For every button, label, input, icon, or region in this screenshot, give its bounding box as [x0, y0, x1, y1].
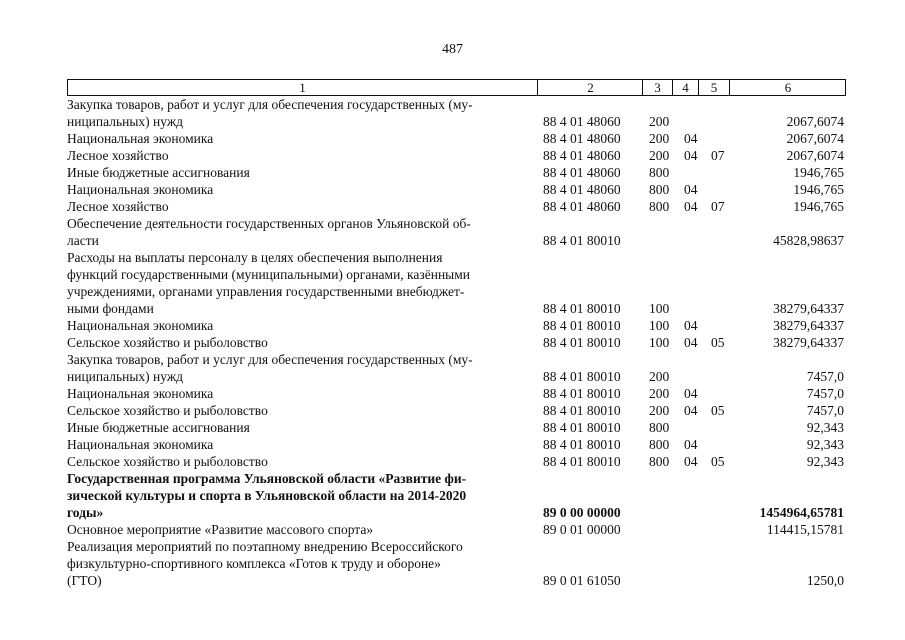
row-code: 89 0 00 00000 — [543, 505, 621, 520]
row-amount: 7457,0 — [806, 386, 844, 401]
row-code: 88 4 01 48060 — [543, 148, 621, 163]
row-name: Сельское хозяйство и рыболовство — [67, 454, 268, 469]
row-code: 88 4 01 80010 — [543, 403, 621, 418]
row-col-3: 200 — [649, 131, 670, 146]
row-code: 88 4 01 80010 — [543, 437, 621, 452]
row-name: Лесное хозяйство — [67, 199, 169, 214]
row-col-3: 100 — [649, 335, 670, 350]
row-col-4: 04 — [684, 454, 698, 469]
row-amount: 7457,0 — [806, 403, 844, 418]
row-name: Обеспечение деятельности государственных органов Ульяновской об- ласти — [67, 216, 471, 248]
row-col-3: 200 — [649, 403, 670, 418]
header-col-2: 2 — [537, 80, 643, 95]
table-row — [67, 419, 846, 436]
row-col-4: 04 — [684, 148, 698, 163]
table-row — [67, 436, 846, 453]
row-col-5: 05 — [711, 335, 725, 350]
table-row — [67, 198, 846, 215]
row-col-3: 200 — [649, 148, 670, 163]
table-row — [67, 130, 846, 147]
table-row — [67, 334, 846, 351]
row-col-4: 04 — [684, 131, 698, 146]
row-col-5: 07 — [711, 148, 725, 163]
row-col-4: 04 — [684, 318, 698, 333]
row-name: Иные бюджетные ассигнования — [67, 420, 250, 435]
row-code: 88 4 01 80010 — [543, 386, 621, 401]
table-row — [67, 215, 846, 249]
row-name: Национальная экономика — [67, 318, 214, 333]
row-amount: 1946,765 — [793, 182, 844, 197]
row-col-3: 800 — [649, 165, 670, 180]
row-col-4: 04 — [684, 403, 698, 418]
row-amount: 2067,6074 — [786, 148, 844, 163]
table-row — [67, 402, 846, 419]
row-col-3: 800 — [649, 182, 670, 197]
row-name: Реализация мероприятий по поэтапному внедрению Всероссийского физкультурно-спортивного комплекса «Готов к труду и обороне» (ГТО) — [67, 539, 463, 588]
row-col-3: 800 — [649, 437, 670, 452]
row-name: Закупка товаров, работ и услуг для обеспечения государственных (му- ниципальных) нужд — [67, 352, 473, 384]
page-number: 487 — [442, 42, 463, 57]
row-amount: 2067,6074 — [786, 114, 844, 129]
row-name: Сельское хозяйство и рыболовство — [67, 403, 268, 418]
row-amount: 2067,6074 — [786, 131, 844, 146]
row-amount: 1250,0 — [806, 573, 844, 588]
row-col-3: 800 — [649, 420, 670, 435]
row-amount: 114415,15781 — [766, 522, 844, 537]
budget-table — [67, 79, 846, 589]
row-col-3: 800 — [649, 199, 670, 214]
row-amount: 1946,765 — [793, 165, 844, 180]
row-name: Национальная экономика — [67, 437, 214, 452]
row-code: 88 4 01 48060 — [543, 165, 621, 180]
row-col-4: 04 — [684, 386, 698, 401]
table-row — [67, 453, 846, 470]
row-name: Лесное хозяйство — [67, 148, 169, 163]
table-row — [67, 317, 846, 334]
header-col-3: 3 — [642, 80, 672, 95]
row-amount: 92,343 — [806, 420, 844, 435]
header-col-1: 1 — [299, 80, 306, 95]
row-amount: 38279,64337 — [773, 318, 844, 333]
table-row — [67, 249, 846, 317]
row-code: 88 4 01 48060 — [543, 131, 621, 146]
row-name: Национальная экономика — [67, 386, 214, 401]
table-row — [67, 385, 846, 402]
table-row — [67, 164, 846, 181]
row-amount: 92,343 — [806, 437, 844, 452]
row-name: Закупка товаров, работ и услуг для обеспечения государственных (му- ниципальных) нужд — [67, 97, 473, 129]
row-amount: 45828,98637 — [773, 233, 844, 248]
header-col-5: 5 — [698, 80, 729, 95]
row-col-5: 05 — [711, 454, 725, 469]
table-row — [67, 521, 846, 538]
row-code: 88 4 01 48060 — [543, 199, 621, 214]
row-name: Национальная экономика — [67, 131, 214, 146]
row-col-3: 100 — [649, 318, 670, 333]
row-name: Иные бюджетные ассигнования — [67, 165, 250, 180]
table-row — [67, 470, 846, 521]
row-amount: 7457,0 — [806, 369, 844, 384]
row-col-5: 07 — [711, 199, 725, 214]
row-name: Сельское хозяйство и рыболовство — [67, 335, 268, 350]
row-col-4: 04 — [684, 199, 698, 214]
row-amount: 92,343 — [806, 454, 844, 469]
table-header — [67, 79, 846, 96]
row-code: 88 4 01 80010 — [543, 301, 621, 316]
row-col-4: 04 — [684, 182, 698, 197]
table-row — [67, 96, 846, 130]
row-amount: 1454964,65781 — [759, 505, 844, 520]
row-code: 89 0 01 00000 — [543, 522, 621, 537]
row-col-3: 200 — [649, 369, 670, 384]
row-code: 88 4 01 80010 — [543, 369, 621, 384]
row-amount: 1946,765 — [793, 199, 844, 214]
row-name: Государственная программа Ульяновской области «Развитие фи- зической культуры и спорта в Ульяновской области на 2014-2020 годы» — [67, 471, 467, 520]
row-name: Основное мероприятие «Развитие массового спорта» — [67, 522, 374, 537]
table-row — [67, 147, 846, 164]
row-code: 88 4 01 80010 — [543, 318, 621, 333]
row-col-3: 200 — [649, 386, 670, 401]
row-code: 88 4 01 80010 — [543, 335, 621, 350]
row-code: 88 4 01 80010 — [543, 233, 621, 248]
row-code: 88 4 01 48060 — [543, 182, 621, 197]
row-col-4: 04 — [684, 437, 698, 452]
row-col-3: 100 — [649, 301, 670, 316]
header-col-6: 6 — [729, 80, 846, 95]
row-col-3: 800 — [649, 454, 670, 469]
header-col-4: 4 — [672, 80, 698, 95]
row-code: 88 4 01 80010 — [543, 420, 621, 435]
row-amount: 38279,64337 — [773, 301, 844, 316]
row-name: Национальная экономика — [67, 182, 214, 197]
row-col-3: 200 — [649, 114, 670, 129]
row-col-4: 04 — [684, 335, 698, 350]
row-col-5: 05 — [711, 403, 725, 418]
row-amount: 38279,64337 — [773, 335, 844, 350]
row-code: 88 4 01 80010 — [543, 454, 621, 469]
row-code: 89 0 01 61050 — [543, 573, 621, 588]
row-name: Расходы на выплаты персоналу в целях обеспечения выполнения функций государственными (муниципальными) органами, казёнными учреждениями, органами управления государственными внебюджет- ными фондами — [67, 250, 471, 316]
table-row — [67, 181, 846, 198]
table-row — [67, 538, 846, 589]
table-body — [67, 96, 846, 589]
table-row — [67, 351, 846, 385]
row-code: 88 4 01 48060 — [543, 114, 621, 129]
